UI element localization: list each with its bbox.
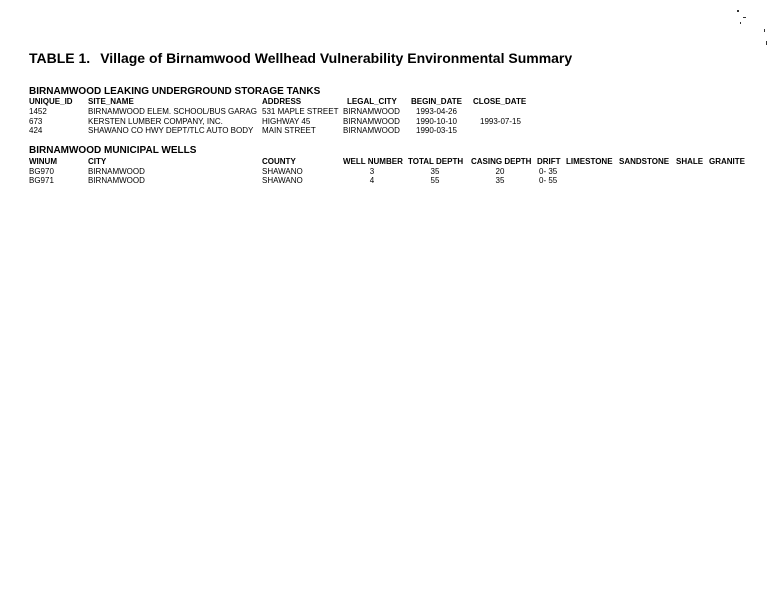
cell-well-number: 4 [369, 176, 375, 185]
cell-legal-city: BIRNAMWOOD [343, 107, 400, 116]
tanks-section-heading: BIRNAMWOOD LEAKING UNDERGROUND STORAGE TANKS [29, 86, 321, 97]
column-header: SANDSTONE [619, 157, 670, 166]
table-row [0, 126, 775, 136]
column-header: TOTAL DEPTH [408, 157, 464, 166]
column-header: LIMESTONE [566, 157, 613, 166]
table-row [0, 107, 775, 117]
cell-city: BIRNAMWOOD [88, 176, 145, 185]
column-header: UNIQUE_ID [29, 97, 73, 106]
wells-header-row [0, 157, 775, 167]
cell-total-depth: 55 [430, 176, 440, 185]
cell-unique-id: 424 [29, 126, 43, 135]
cell-unique-id: 673 [29, 117, 43, 126]
cell-address: 531 MAPLE STREET [262, 107, 339, 116]
cell-address: HIGHWAY 45 [262, 117, 311, 126]
cell-county: SHAWANO [262, 167, 303, 176]
cell-well-number: 3 [369, 167, 375, 176]
column-header: SITE_NAME [88, 97, 134, 106]
scan-speck [740, 22, 741, 24]
cell-begin-date: 1990-03-15 [416, 126, 457, 135]
cell-begin-date: 1993-04-26 [416, 107, 457, 116]
cell-unique-id: 1452 [29, 107, 47, 116]
scan-speck [737, 10, 739, 12]
column-header: CLOSE_DATE [473, 97, 527, 106]
column-header: GRANITE [709, 157, 745, 166]
cell-site-name: KERSTEN LUMBER COMPANY, INC. [88, 117, 223, 126]
cell-address: MAIN STREET [262, 126, 316, 135]
cell-site-name: BIRNAMWOOD ELEM. SCHOOL/BUS GARAG [88, 107, 257, 116]
column-header: WINUM [29, 157, 57, 166]
column-header: CASING DEPTH [471, 157, 532, 166]
column-header: CITY [88, 157, 107, 166]
cell-casing-depth: 20 [495, 167, 505, 176]
cell-total-depth: 35 [430, 167, 440, 176]
cell-close-date: 1993-07-15 [480, 117, 521, 126]
column-header: ADDRESS [262, 97, 302, 106]
scan-speck [766, 41, 767, 45]
column-header: WELL NUMBER [343, 157, 403, 166]
cell-site-name: SHAWANO CO HWY DEPT/TLC AUTO BODY [88, 126, 254, 135]
tanks-header-row [0, 97, 775, 107]
column-header: SHALE [676, 157, 704, 166]
wells-section-heading: BIRNAMWOOD MUNICIPAL WELLS [29, 145, 197, 156]
cell-legal-city: BIRNAMWOOD [343, 126, 400, 135]
scan-speck [743, 17, 746, 18]
column-header: BEGIN_DATE [411, 97, 462, 106]
cell-winum: BG970 [29, 167, 54, 176]
table-title-text: Village of Birnamwood Wellhead Vulnerability Environmental Summary [100, 50, 573, 66]
cell-casing-depth: 35 [495, 176, 505, 185]
cell-winum: BG971 [29, 176, 54, 185]
scan-speck [764, 29, 765, 32]
column-header: COUNTY [262, 157, 296, 166]
cell-legal-city: BIRNAMWOOD [343, 117, 400, 126]
cell-county: SHAWANO [262, 176, 303, 185]
table-number: TABLE 1. [29, 50, 91, 66]
column-header: LEGAL_CITY [347, 97, 397, 106]
column-header: DRIFT [537, 157, 561, 166]
table-row [0, 176, 775, 186]
cell-city: BIRNAMWOOD [88, 167, 145, 176]
cell-begin-date: 1990-10-10 [416, 117, 457, 126]
table-title [29, 50, 572, 66]
cell-drift: 0- 55 [539, 176, 558, 185]
cell-drift: 0- 35 [539, 167, 558, 176]
